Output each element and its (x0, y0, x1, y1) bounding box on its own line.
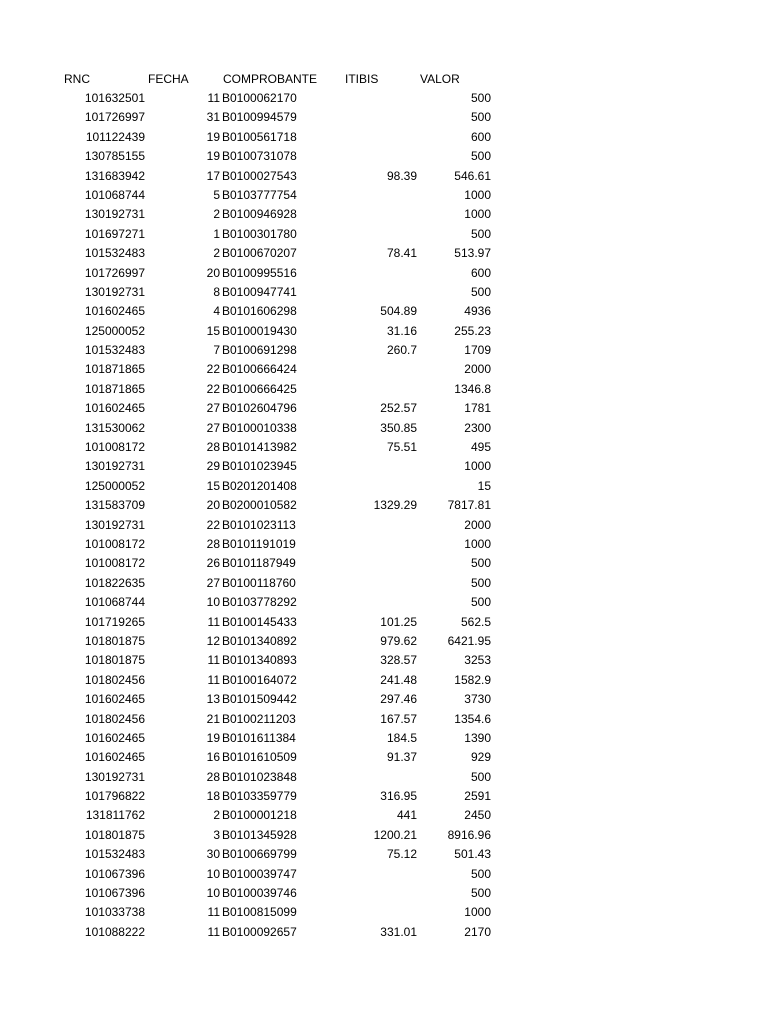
table-row (0, 593, 768, 612)
cell-comprobante: B0100815099 (222, 905, 297, 920)
cell-rnc: 101726997 (84, 265, 145, 280)
cell-valor: 1346.8 (454, 381, 491, 396)
table-row (0, 360, 768, 379)
cell-rnc: 125000052 (84, 323, 145, 338)
cell-valor: 1781 (464, 401, 491, 416)
header-comprobante: COMPROBANTE (223, 72, 318, 86)
cell-comprobante: B0103359779 (222, 789, 297, 804)
cell-rnc: 101068744 (84, 595, 145, 610)
cell-valor: 6421.95 (447, 633, 491, 648)
cell-rnc: 131583709 (84, 498, 145, 513)
table-row (0, 380, 768, 399)
cell-itbis: 1329.29 (373, 498, 417, 513)
cell-comprobante: B0101187949 (222, 556, 296, 571)
cell-fecha: 29 (206, 459, 220, 474)
cell-comprobante: B0101509442 (222, 692, 297, 707)
cell-fecha: 28 (206, 769, 220, 784)
table-row (0, 554, 768, 573)
cell-fecha: 5 (213, 187, 220, 202)
header-valor: VALOR (420, 72, 460, 86)
cell-rnc: 101067396 (84, 866, 145, 881)
cell-valor: 513.97 (454, 246, 491, 261)
cell-itbis: 75.51 (386, 440, 417, 455)
header-itbis: ITIBIS (345, 72, 379, 86)
cell-valor: 1709 (464, 343, 491, 358)
cell-rnc: 101822635 (84, 575, 145, 590)
table-row (0, 302, 768, 321)
cell-rnc: 101122439 (85, 129, 145, 144)
cell-valor: 8916.96 (447, 827, 491, 842)
cell-valor: 2170 (464, 924, 491, 939)
cell-rnc: 101632501 (84, 91, 145, 105)
cell-comprobante: B0101023113 (222, 517, 296, 532)
table-row (0, 283, 768, 302)
cell-comprobante: B0100946928 (222, 207, 297, 222)
cell-rnc: 101602465 (84, 730, 145, 745)
table-row (0, 768, 768, 787)
cell-rnc: 101801875 (84, 653, 145, 668)
table-row (0, 613, 768, 632)
cell-rnc: 101719265 (84, 614, 145, 629)
table-row (0, 399, 768, 418)
cell-itbis: 1200.21 (373, 827, 417, 842)
cell-comprobante: B0101345928 (222, 827, 297, 842)
table-row (0, 826, 768, 845)
cell-comprobante: B0100947741 (222, 284, 297, 299)
cell-valor: 500 (470, 110, 491, 125)
table-row (0, 903, 768, 922)
cell-valor: 546.61 (454, 168, 491, 183)
cell-comprobante: B0100145433 (222, 614, 297, 629)
cell-fecha: 30 (206, 847, 220, 862)
cell-comprobante: B0101340892 (222, 633, 297, 648)
table-row (0, 322, 768, 341)
cell-comprobante: B0100092657 (222, 924, 297, 939)
cell-fecha: 27 (206, 575, 220, 590)
cell-fecha: 15 (206, 478, 220, 493)
cell-valor: 1000 (464, 905, 491, 920)
table-row (0, 671, 768, 690)
cell-valor: 500 (470, 149, 491, 164)
cell-itbis: 441 (396, 808, 417, 823)
cell-comprobante: B0100211203 (222, 711, 296, 726)
cell-itbis: 504.89 (380, 304, 417, 319)
cell-itbis: 78.41 (386, 246, 417, 261)
cell-comprobante: B0100994579 (222, 110, 297, 125)
cell-comprobante: B0100670207 (222, 246, 297, 261)
cell-valor: 15 (477, 478, 491, 493)
table-row (0, 651, 768, 670)
cell-itbis: 167.57 (380, 711, 417, 726)
cell-fecha: 11 (207, 653, 220, 668)
cell-rnc: 101802456 (84, 711, 145, 726)
cell-rnc: 125000052 (84, 478, 145, 493)
table-row (0, 438, 768, 457)
cell-rnc: 130192731 (84, 284, 145, 299)
cell-fecha: 31 (206, 110, 220, 125)
cell-itbis: 184.5 (386, 730, 417, 745)
cell-rnc: 101801875 (84, 827, 145, 842)
cell-fecha: 2 (213, 808, 220, 823)
cell-rnc: 101008172 (84, 536, 145, 551)
cell-rnc: 101602465 (84, 692, 145, 707)
cell-comprobante: B0200010582 (222, 498, 297, 513)
cell-valor: 7817.81 (447, 498, 491, 513)
cell-rnc: 130785155 (84, 149, 145, 164)
cell-comprobante: B0100010338 (222, 420, 297, 435)
data-rows (0, 89, 768, 942)
table-row (0, 535, 768, 554)
cell-rnc: 101697271 (84, 226, 145, 241)
cell-comprobante: B0103777754 (222, 187, 297, 202)
cell-fecha: 3 (213, 827, 220, 842)
cell-fecha: 11 (207, 924, 220, 939)
table-row (0, 729, 768, 748)
cell-itbis: 328.57 (380, 653, 417, 668)
cell-valor: 500 (470, 769, 491, 784)
cell-fecha: 17 (206, 168, 220, 183)
cell-rnc: 101726997 (84, 110, 145, 125)
cell-valor: 500 (470, 866, 491, 881)
cell-comprobante: B0101610509 (222, 750, 297, 765)
cell-valor: 3730 (464, 692, 491, 707)
cell-fecha: 16 (206, 750, 220, 765)
table-row (0, 477, 768, 496)
cell-fecha: 11 (207, 672, 220, 687)
table-row (0, 108, 768, 127)
cell-valor: 1390 (464, 730, 491, 745)
cell-valor: 2450 (464, 808, 491, 823)
cell-fecha: 2 (213, 246, 220, 261)
cell-rnc: 130192731 (84, 769, 145, 784)
cell-valor: 600 (470, 265, 491, 280)
cell-comprobante: B0100995516 (222, 265, 297, 280)
cell-fecha: 21 (206, 711, 220, 726)
cell-rnc: 101796822 (84, 789, 145, 804)
cell-valor: 4936 (464, 304, 491, 319)
cell-comprobante: B0102604796 (222, 401, 297, 416)
cell-itbis: 260.7 (386, 343, 417, 358)
cell-itbis: 91.37 (386, 750, 417, 765)
cell-fecha: 1 (213, 226, 220, 241)
table-row (0, 845, 768, 864)
table-row (0, 264, 768, 283)
cell-comprobante: B0101340893 (222, 653, 297, 668)
cell-comprobante: B0101023848 (222, 769, 297, 784)
cell-fecha: 19 (206, 730, 220, 745)
cell-itbis: 31.16 (386, 323, 417, 338)
cell-rnc: 101532483 (84, 847, 145, 862)
table-row (0, 884, 768, 903)
cell-valor: 1000 (464, 536, 491, 551)
table-row (0, 205, 768, 224)
cell-comprobante: B0100039747 (222, 866, 297, 881)
table-row (0, 516, 768, 535)
cell-rnc: 101532483 (84, 343, 145, 358)
cell-fecha: 28 (206, 536, 220, 551)
cell-comprobante: B0100027543 (222, 168, 297, 183)
cell-valor: 500 (470, 556, 491, 571)
cell-comprobante: B0101413982 (222, 440, 297, 455)
table-row (0, 128, 768, 147)
table-row (0, 787, 768, 806)
header-rnc: RNC (64, 72, 90, 86)
cell-comprobante: B0100666424 (222, 362, 297, 377)
cell-valor: 2000 (464, 517, 491, 532)
cell-rnc: 101602465 (84, 750, 145, 765)
cell-valor: 2000 (464, 362, 491, 377)
cell-comprobante: B0100669799 (222, 847, 297, 862)
cell-itbis: 331.01 (380, 924, 417, 939)
cell-comprobante: B0100301780 (222, 226, 297, 241)
cell-rnc: 101008172 (84, 556, 145, 571)
cell-fecha: 11 (207, 91, 220, 105)
cell-valor: 1000 (464, 187, 491, 202)
cell-fecha: 10 (206, 866, 220, 881)
cell-valor: 1582.9 (454, 672, 491, 687)
cell-rnc: 130192731 (84, 517, 145, 532)
table-row (0, 341, 768, 360)
cell-fecha: 28 (206, 440, 220, 455)
cell-valor: 255.23 (454, 323, 491, 338)
cell-valor: 500 (470, 886, 491, 901)
cell-fecha: 2 (213, 207, 220, 222)
cell-comprobante: B0100691298 (222, 343, 297, 358)
cell-valor: 3253 (464, 653, 491, 668)
cell-itbis: 98.39 (386, 168, 417, 183)
cell-comprobante: B0101191019 (222, 536, 296, 551)
cell-valor: 600 (470, 129, 491, 144)
table-row (0, 806, 768, 825)
cell-itbis: 241.48 (380, 672, 417, 687)
cell-rnc: 101532483 (84, 246, 145, 261)
cell-rnc: 101008172 (84, 440, 145, 455)
table-row (0, 89, 768, 108)
table-row (0, 923, 768, 942)
cell-rnc: 101602465 (84, 401, 145, 416)
cell-rnc: 101602465 (84, 304, 145, 319)
cell-comprobante: B0101611384 (222, 730, 296, 745)
table-row (0, 419, 768, 438)
cell-fecha: 11 (207, 614, 220, 629)
cell-comprobante: B0100118760 (222, 575, 296, 590)
table-row (0, 244, 768, 263)
cell-itbis: 101.25 (380, 614, 417, 629)
cell-rnc: 101871865 (84, 381, 145, 396)
cell-comprobante: B0101023945 (222, 459, 297, 474)
cell-valor: 1000 (464, 207, 491, 222)
table-row (0, 147, 768, 166)
table-row (0, 710, 768, 729)
cell-rnc: 101068744 (84, 187, 145, 202)
cell-valor: 500 (470, 284, 491, 299)
table-row (0, 865, 768, 884)
cell-fecha: 18 (206, 789, 220, 804)
cell-itbis: 75.12 (386, 847, 417, 862)
table-row (0, 225, 768, 244)
cell-rnc: 101802456 (84, 672, 145, 687)
table-row (0, 457, 768, 476)
cell-comprobante: B0103778292 (222, 595, 297, 610)
cell-fecha: 27 (206, 420, 220, 435)
table-row (0, 690, 768, 709)
cell-fecha: 19 (206, 149, 220, 164)
cell-comprobante: B0100164072 (222, 672, 297, 687)
cell-comprobante: B0100062170 (222, 91, 297, 105)
cell-rnc: 101871865 (84, 362, 145, 377)
cell-itbis: 350.85 (380, 420, 417, 435)
cell-itbis: 316.95 (380, 789, 417, 804)
cell-valor: 1354.6 (454, 711, 491, 726)
cell-rnc: 131683942 (84, 168, 145, 183)
cell-fecha: 20 (206, 265, 220, 280)
cell-fecha: 26 (206, 556, 220, 571)
cell-valor: 495 (470, 440, 491, 455)
cell-fecha: 8 (213, 284, 220, 299)
cell-itbis: 979.62 (380, 633, 417, 648)
cell-rnc: 101801875 (84, 633, 145, 648)
cell-fecha: 27 (206, 401, 220, 416)
cell-fecha: 10 (206, 595, 220, 610)
cell-valor: 929 (470, 750, 491, 765)
cell-valor: 500 (470, 91, 491, 105)
cell-rnc: 130192731 (84, 459, 145, 474)
cell-fecha: 7 (213, 343, 220, 358)
cell-comprobante: B0100019430 (222, 323, 297, 338)
cell-valor: 2591 (464, 789, 491, 804)
cell-itbis: 252.57 (380, 401, 417, 416)
cell-valor: 500 (470, 226, 491, 241)
cell-comprobante: B0101606298 (222, 304, 297, 319)
cell-fecha: 20 (206, 498, 220, 513)
cell-fecha: 11 (207, 905, 220, 920)
cell-fecha: 19 (206, 129, 220, 144)
cell-rnc: 101088222 (84, 924, 145, 939)
cell-fecha: 12 (206, 633, 220, 648)
cell-rnc: 101067396 (84, 886, 145, 901)
cell-fecha: 22 (206, 517, 220, 532)
cell-rnc: 130192731 (84, 207, 145, 222)
table-row (0, 748, 768, 767)
cell-rnc: 101033738 (84, 905, 145, 920)
table-row (0, 186, 768, 205)
cell-fecha: 22 (206, 362, 220, 377)
cell-valor: 2300 (464, 420, 491, 435)
header-fecha: FECHA (148, 72, 189, 86)
cell-fecha: 13 (206, 692, 220, 707)
table-row (0, 496, 768, 515)
cell-itbis: 297.46 (380, 692, 417, 707)
cell-comprobante: B0100039746 (222, 886, 297, 901)
cell-comprobante: B0100001218 (222, 808, 297, 823)
cell-comprobante: B0201201408 (222, 478, 297, 493)
cell-fecha: 10 (206, 886, 220, 901)
cell-valor: 500 (470, 575, 491, 590)
cell-valor: 562.5 (460, 614, 491, 629)
cell-fecha: 4 (213, 304, 220, 319)
table-row (0, 167, 768, 186)
table-row (0, 632, 768, 651)
cell-valor: 500 (470, 595, 491, 610)
cell-valor: 501.43 (454, 847, 491, 862)
cell-valor: 1000 (464, 459, 491, 474)
cell-comprobante: B0100561718 (222, 129, 297, 144)
cell-comprobante: B0100666425 (222, 381, 297, 396)
cell-fecha: 22 (206, 381, 220, 396)
cell-rnc: 131811762 (85, 808, 145, 823)
cell-fecha: 15 (206, 323, 220, 338)
table-row (0, 574, 768, 593)
cell-comprobante: B0100731078 (222, 149, 297, 164)
cell-rnc: 131530062 (84, 420, 145, 435)
